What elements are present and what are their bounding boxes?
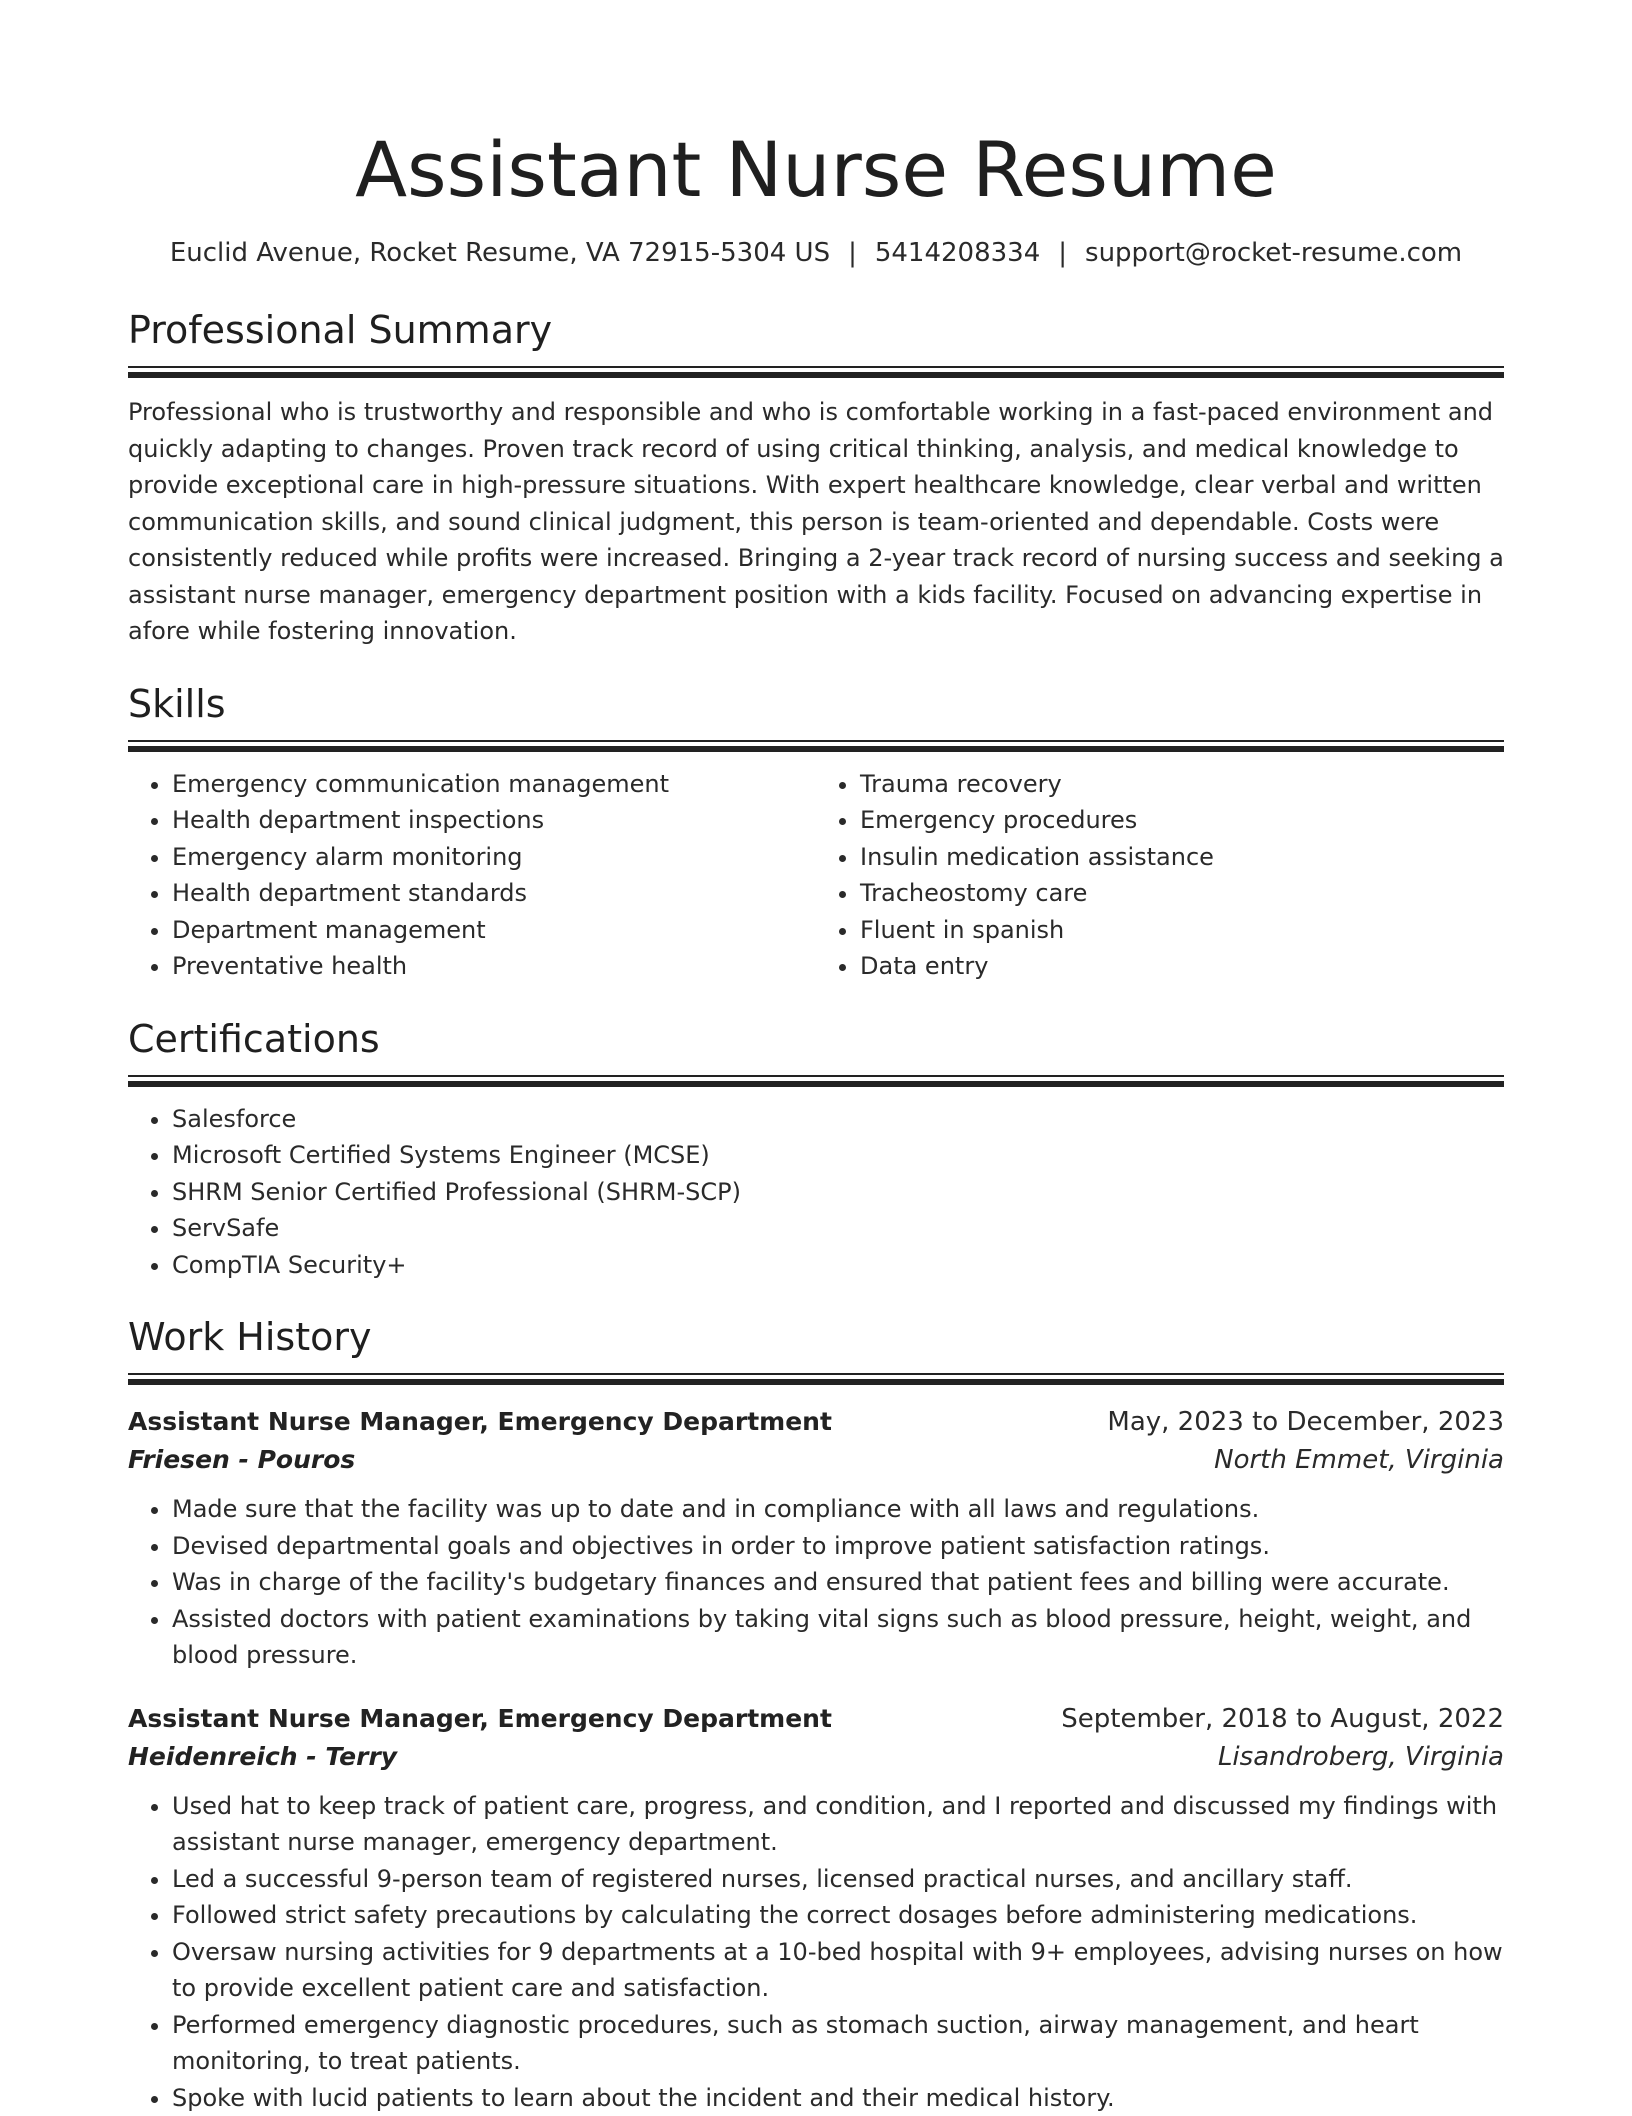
job-title: Assistant Nurse Manager, Emergency Department [128, 1700, 832, 1738]
skill-item: • Health department standards [172, 875, 816, 912]
skills-heading: Skills [128, 650, 1504, 728]
job-duty-item: • Was in charge of the facility's budgetary finances and ensured that patient fees and billing were accurate. [172, 1564, 1504, 1601]
skill-item: • Emergency procedures [860, 802, 1504, 839]
job-header-row [128, 1403, 1504, 1441]
job-header-row [128, 1700, 1504, 1738]
skill-item: • Emergency communication management [172, 766, 816, 803]
work-history-section [128, 1283, 1504, 2116]
job-duties-list [128, 1788, 1504, 2116]
job-company: Heidenreich - Terry [128, 1738, 397, 1776]
skill-item: • Preventative health [172, 948, 816, 985]
contact-separator: | [848, 236, 857, 270]
resume-page [128, 0, 1504, 2116]
skills-grid [128, 766, 1504, 985]
job-duty-item: • Spoke with lucid patients to learn about the incident and their medical history. [172, 2080, 1504, 2116]
skill-item: • Trauma recovery [860, 766, 1504, 803]
skill-item: • Health department inspections [172, 802, 816, 839]
job-duty-item: • Made sure that the facility was up to date and in compliance with all laws and regulations. [172, 1491, 1504, 1528]
job-company-row [128, 1441, 1504, 1479]
job-duty-item: • Devised departmental goals and objectives in order to improve patient satisfaction ratings. [172, 1528, 1504, 1565]
resume-title: Assistant Nurse Resume [128, 120, 1504, 220]
job-dates: September, 2018 to August, 2022 [1061, 1700, 1504, 1738]
summary-section [128, 270, 1504, 650]
contact-email: support@rocket-resume.com [1085, 238, 1462, 268]
work-history-heading: Work History [128, 1283, 1504, 1361]
job-dates: May, 2023 to December, 2023 [1107, 1403, 1504, 1441]
skill-item: • Department management [172, 912, 816, 949]
job-duty-item: • Led a successful 9-person team of registered nurses, licensed practical nurses, and ancillary staff. [172, 1861, 1504, 1898]
job-duty-item: • Used hat to keep track of patient care, progress, and condition, and I reported and discussed my findings with assistant nurse manager, emergency department. [172, 1788, 1504, 1861]
job-duties-list [128, 1491, 1504, 1674]
certifications-list [128, 1101, 1504, 1284]
skill-item: • Tracheostomy care [860, 875, 1504, 912]
job-duty-item: • Assisted doctors with patient examinations by taking vital signs such as blood pressure, height, weight, and blood pressure. [172, 1601, 1504, 1674]
job-location: Lisandroberg, Virginia [1218, 1738, 1504, 1776]
job-title: Assistant Nurse Manager, Emergency Department [128, 1403, 832, 1441]
job-location: North Emmet, Virginia [1214, 1441, 1504, 1479]
skill-item: • Data entry [860, 948, 1504, 985]
job-entry [128, 1700, 1504, 2116]
section-divider [128, 740, 1504, 752]
contact-address: Euclid Avenue, Rocket Resume, VA 72915-5304 US [170, 238, 830, 268]
job-entry [128, 1403, 1504, 1674]
summary-text: Professional who is trustworthy and responsible and who is comfortable working in a fast-paced environment and quickly adapting to changes. Proven track record of using critical thinking, analysis, and medical knowledge to provide exceptional care in high-pressure situations. With expert healthcare knowledge, clear verbal and written communication skills, and sound clinical judgment, this person is team-oriented and dependable. Costs were consistently reduced while profits were increased. Bringing a 2-year track record of nursing success and seeking a assistant nurse manager, emergency department position with a kids facility. Focused on advancing expertise in afore while fostering innovation. [128, 394, 1504, 650]
job-company: Friesen - Pouros [128, 1441, 355, 1479]
certification-item: • Microsoft Certified Systems Engineer (MCSE) [172, 1137, 1504, 1174]
skill-item: • Emergency alarm monitoring [172, 839, 816, 876]
section-divider [128, 1373, 1504, 1385]
certification-item: • Salesforce [172, 1101, 1504, 1138]
certification-item: • ServSafe [172, 1210, 1504, 1247]
summary-heading: Professional Summary [128, 270, 1504, 354]
skill-item: • Insulin medication assistance [860, 839, 1504, 876]
skills-list-right [816, 766, 1504, 985]
skills-list-left [128, 766, 816, 985]
certification-item: • SHRM Senior Certified Professional (SHRM-SCP) [172, 1174, 1504, 1211]
job-duty-item: • Performed emergency diagnostic procedures, such as stomach suction, airway management, and heart monitoring, to treat patients. [172, 2007, 1504, 2080]
contact-line [128, 236, 1504, 270]
contact-phone: 5414208334 [875, 238, 1040, 268]
job-company-row [128, 1738, 1504, 1776]
certifications-section [128, 985, 1504, 1284]
certifications-heading: Certifications [128, 985, 1504, 1063]
skills-section [128, 650, 1504, 985]
contact-separator: | [1058, 236, 1067, 270]
section-divider [128, 366, 1504, 378]
job-duty-item: • Oversaw nursing activities for 9 departments at a 10-bed hospital with 9+ employees, advising nurses on how to provide excellent patient care and satisfaction. [172, 1934, 1504, 2007]
section-divider [128, 1075, 1504, 1087]
certification-item: • CompTIA Security+ [172, 1247, 1504, 1284]
skill-item: • Fluent in spanish [860, 912, 1504, 949]
job-duty-item: • Followed strict safety precautions by calculating the correct dosages before administering medications. [172, 1897, 1504, 1934]
